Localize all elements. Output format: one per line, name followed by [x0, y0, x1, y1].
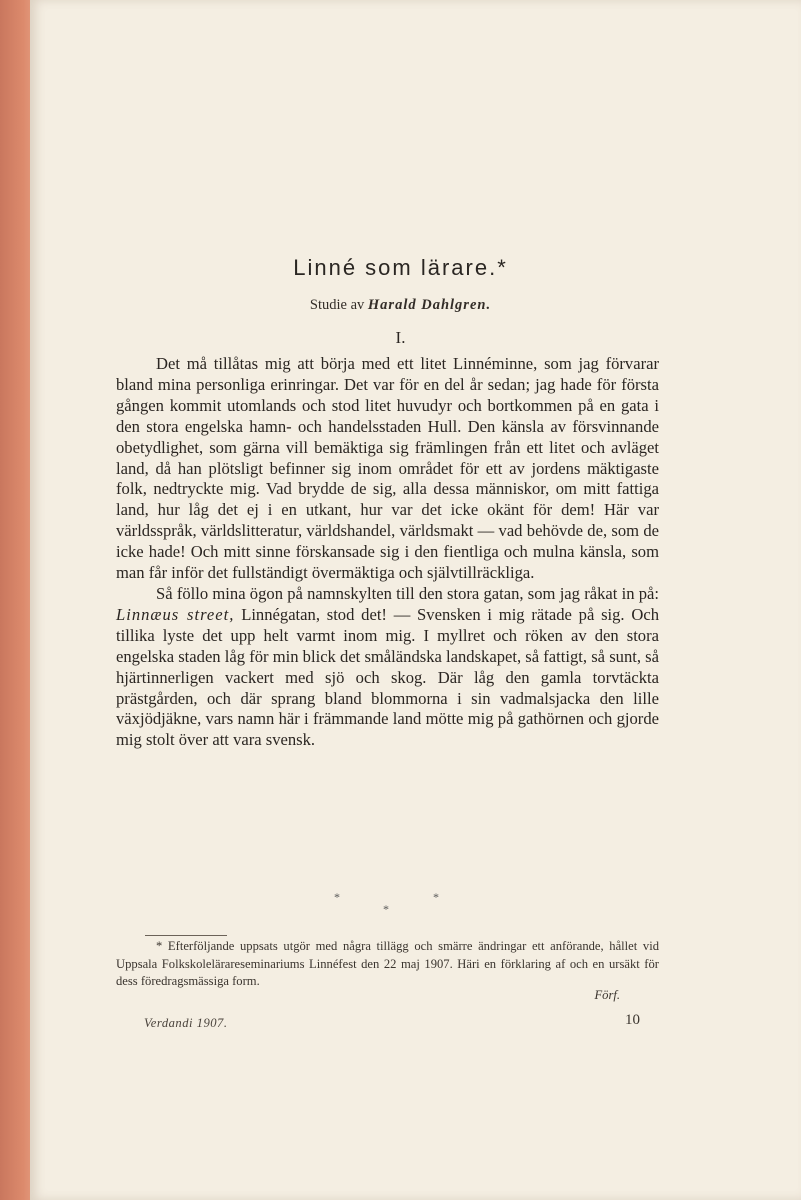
- section-break-star-1: *: [334, 890, 340, 904]
- page-number: 10: [625, 1012, 640, 1028]
- paragraph-2-start: Så föllo mina ögon på namnskylten till den stora gatan, som jag råkat in på:: [156, 583, 659, 603]
- paragraph-1: Det må tillåtas mig att börja med ett litet Linnéminne, som jag förvarar bland mina personliga erinringar. Det var för en del år sedan; jag hade för första gången kommit utomlands och stod litet huvudyr och bortkommen på en gata i den stora engelska hamn- och handelsstaden Hull. Den känsla av försvinnande obetydlighet, som gärna vill bemäktiga sig främlingen från ett litet och avläget land, då han plötsligt befinner sig inom området för ett av jordens mäktigaste folk, nedtryckte mig. Vad brydde de sig, alla dessa människor, om mitt fattiga land, hur låg det ej i en utkant, hur var det icke okänt för dem! Här var världsspråk, världslitteratur, världshandel, världsmakt — vad behövde de, som de icke hade! Och mitt sinne förskansade sig i den fientliga och mulna känsla, som man får inför det fullständigt övermäktiga och självtillräckliga.: [116, 354, 659, 583]
- footnote-signature: Förf.: [594, 988, 620, 1002]
- paragraph-2-rest: Linnégatan, stod det! — Svensken i mig rätade på sig. Och tillika lyste det upp helt varmt inom mig. I myllret och röken av den stora engelska staden låg för min blick det småländska landskapet, så fattigt, så sunt, så hjärtinnerligen vackert med sjö och skog. Där låg den gamla torvtäckta prästgården, och där sprang bland blommorna i sin vadmalsjacka den lille växjödjäkne, vars namn här i främmande land mötte mig på gathörnen och gjorde mig stolt över att vara svensk.: [116, 604, 659, 750]
- section-break-star-2: *: [433, 890, 439, 904]
- street-name: Linnæus street,: [116, 604, 235, 624]
- article-body: [116, 354, 659, 751]
- paragraph-2: [116, 584, 659, 751]
- footnote: * Efterföljande uppsats utgör med några tillägg och smärre ändringar ett anförande, hållet vid Uppsala Folkskolelärareseminariums Linnéfest den 22 maj 1907. Häri en förklaring af och en ursäkt för dess föredragsmässiga form.: [116, 939, 659, 988]
- footnote-rule: [145, 935, 227, 936]
- author-name: Harald Dahlgren.: [367, 297, 492, 313]
- article-title: Linné som lärare.*: [293, 255, 508, 280]
- section-number: I.: [395, 328, 406, 347]
- section-break-star-3: *: [383, 902, 389, 916]
- journal-footer: Verdandi 1907.: [144, 1016, 228, 1030]
- article-subtitle: [0, 297, 801, 314]
- subtitle-prefix: Studie av: [309, 297, 365, 313]
